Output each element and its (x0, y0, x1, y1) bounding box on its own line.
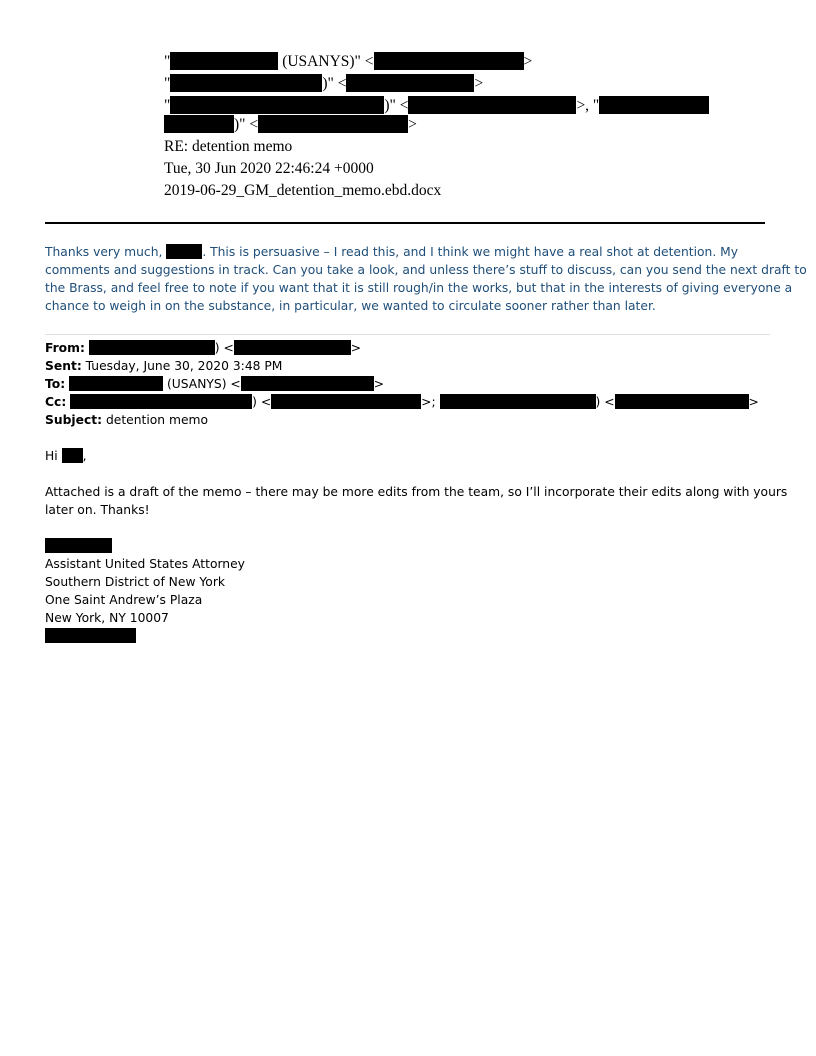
reply-line: the Brass, and feel free to note if you want that it is still rough/in the works, but that in the interests of giving everyone a (45, 281, 793, 295)
greeting: Hi , (45, 449, 87, 463)
signature-city: New York, NY 10007 (45, 611, 169, 625)
signature-name (45, 537, 785, 555)
redaction (89, 340, 215, 355)
to-value: " )" < > (164, 75, 484, 92)
orig-from-row: From: ) < > (45, 341, 362, 355)
redaction (45, 628, 136, 643)
orig-subject-row: Subject: detention memo (45, 413, 209, 427)
orig-sent-row: Sent: Tuesday, June 30, 2020 3:48 PM (45, 359, 283, 373)
redaction (440, 394, 596, 409)
reply-line: chance to weigh in on the substance, in particular, we wanted to circulate sooner rather than later. (45, 299, 656, 313)
orig-cc-row: Cc: ) < >; ) < > (45, 395, 759, 409)
quoted-divider (45, 334, 770, 335)
original-message (45, 339, 788, 645)
redaction (69, 376, 163, 391)
redaction (164, 115, 234, 133)
body-line: later on. Thanks! (45, 503, 150, 517)
signature-office: Southern District of New York (45, 575, 225, 589)
reply-body (45, 243, 807, 315)
date-value: Tue, 30 Jun 2020 22:46:24 +0000 (164, 160, 374, 177)
attachment-filename[interactable]: 2019-06-29_GM_detention_memo.ebd.docx (164, 182, 442, 199)
redaction (70, 394, 252, 409)
redaction (234, 340, 351, 355)
reply-line: comments and suggestions in track. Can you take a look, and unless there’s stuff to discuss, can you send the next draft to (45, 263, 807, 277)
body-line: Attached is a draft of the memo – there may be more edits from the team, so I’ll incorporate their edits along with yours (45, 485, 788, 499)
redaction (615, 394, 749, 409)
redaction (170, 74, 322, 92)
subject-value: RE: detention memo (164, 138, 293, 155)
redaction (258, 115, 408, 133)
redaction (45, 538, 112, 553)
signature-title: Assistant United States Attorney (45, 557, 245, 571)
reply-line: Thanks very much, . This is persuasive – I read this, and I think we might have a real shot at detention. My (45, 245, 739, 259)
redaction (599, 96, 709, 114)
signature-phone (45, 627, 785, 645)
redaction (62, 448, 83, 463)
cc-value: " )" < >, " (164, 96, 709, 116)
orig-to-row: To: (USANYS) < > (45, 377, 385, 391)
from-value: " (USANYS)" < > (164, 53, 533, 70)
redaction (408, 96, 576, 114)
redaction (374, 52, 524, 70)
redaction (241, 376, 374, 391)
header-divider (45, 222, 765, 224)
redaction (271, 394, 421, 409)
redaction (346, 74, 474, 92)
signature-address: One Saint Andrew’s Plaza (45, 593, 203, 607)
redaction (166, 244, 202, 259)
redaction (170, 52, 278, 70)
redaction (170, 96, 384, 114)
